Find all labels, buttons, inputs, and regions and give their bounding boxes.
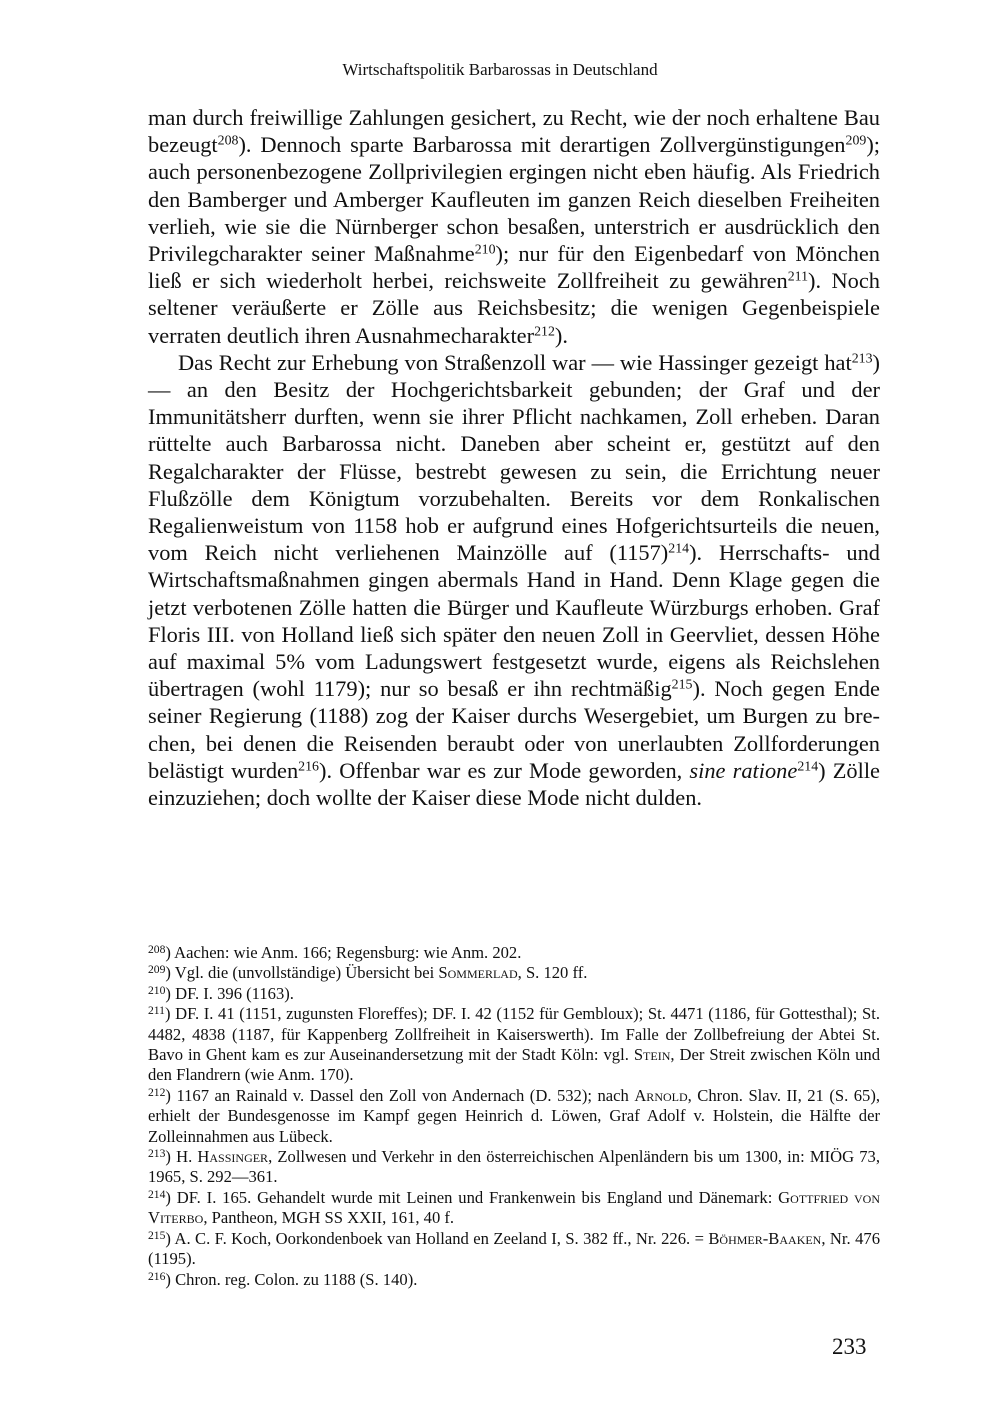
text-run: , Der Streit zwischen Köln und den Flandrern (wie Anm. 170).: [148, 1045, 880, 1085]
author-name: Böhmer-Baaken: [708, 1228, 822, 1248]
footnote: [148, 1270, 880, 1290]
text-run: ) — an den Besitz der Hochgerichtsbarkeit gebunden; der Graf und der Immunitätsherr durften, wenn sie ihrer Pflicht nachkamen, Zoll erheben. Daran rüttelte auch Barbarossa nicht. Daneben aber scheint er, gestützt auf den Regalcharakter der Flüsse, bestrebt gewesen zu sein, die Errichtung neuer Flußzölle dem Königtum vorzubehalten. Bereits vor dem Ronkalischen Regalienweistum von 1158 hob er aufgrund eines Hofgerichtsurteils die neuen, vom Reich nicht verliehenen Mainzölle auf (1157): [148, 349, 880, 566]
footnote: [148, 1188, 880, 1229]
text-run: , Pantheon, MGH SS XXII, 161, 40 f.: [203, 1208, 455, 1228]
paragraph: [148, 349, 880, 811]
footnote: [148, 1147, 880, 1188]
text-run: ); auch personenbezogene Zollprivilegien ergingen nicht eben häufig. Als Friedrich den Bamberger und Amberger Kaufleuten im ganzen Reich dieselben Freiheiten verlieh, wie sie die Nürnberger schon besaßen, unterstrich er ausdrücklich den Privilegcharakter seiner Maßnahme: [148, 132, 880, 267]
text-run: ) DF. I. 165. Gehandelt wurde mit Leinen und Frankenwein bis England und Dänemark:: [165, 1187, 779, 1207]
footnote-ref: 216: [148, 1269, 166, 1283]
footnote: [148, 1086, 880, 1147]
text-run: ) Zölle einzuziehen; doch wollte der Kaiser diese Mode nicht dulden.: [148, 757, 880, 811]
footnote: [148, 984, 880, 1004]
text-run: ) DF. I. 396 (1163).: [165, 983, 294, 1003]
text-run: man durch freiwillige Zahlungen gesichert, zu Recht, wie der noch erhaltene Bau bezeugt: [148, 105, 880, 158]
footnote-ref: 216: [298, 759, 319, 775]
footnotes: [148, 943, 880, 1290]
text-run: ) A. C. F. Koch, Oorkondenboek van Holland en Zeeland I, S. 382 ff., Nr. 226. =: [165, 1228, 709, 1248]
footnote-ref: 215: [671, 677, 693, 693]
text-run: , Chron. Slav. II, 21 (S. 65), erhielt der Bundesgenosse im Kampf gegen Heinrich d. Löwen, Graf Adolf v. Holstein, die Hälfte der Zolleinnahmen aus Lübeck.: [148, 1085, 880, 1146]
footnote-ref: 212: [534, 324, 555, 339]
text-run: ) 1167 an Rainald v. Dassel den Zoll von Andernach (D. 532); nach: [165, 1085, 635, 1105]
text-run: ) DF. I. 41 (1151, zugunsten Floreffes); DF. I. 42 (1152 für Gembloux); St. 4471 (1186, für Gottesthal); St. 4482, 4838 (1187, für Kappenberg Zollfreiheit in Kaiserswerth). Im Falle der Zollbefreiung der Abtei St. Bavo in Ghent kam es zur Auseinandersetzung mit der Stadt Köln: vgl.: [148, 1004, 880, 1065]
running-head: Wirtschaftspolitik Barbarossas in Deutschland: [342, 60, 658, 79]
footnote-ref: 211: [148, 1004, 165, 1017]
author-name: Arnold: [634, 1085, 688, 1105]
footnote-ref: 209: [845, 133, 867, 149]
text-run: , Nr. 476 (1195).: [148, 1228, 880, 1269]
text-run: ). Herrschafts- und Wirtschaftsmaßnahmen gingen abermals Hand in Hand. Denn Klage gegen die jetzt verbotenen Zölle hatten die Bürger und Kaufleute Würzburgs erhoben. Graf Floris III. von Holland ließ sich später den neuen Zoll in Geervliet, dessen Höhe auf maximal 5% vom Ladungswert festgesetzt wurde, eigens als Reichslehen übertragen (wohl 1179); nur so besaß er ihn rechtmäßig: [148, 540, 880, 702]
footnote: [148, 1004, 880, 1086]
footnote-ref: 213: [851, 351, 873, 367]
text-run: ).: [554, 322, 568, 348]
text-run: , S. 120 ff.: [517, 963, 588, 983]
paragraph: [148, 104, 880, 349]
footnote-ref: 208: [217, 133, 239, 149]
text-run: ). Noch seltener veräußerte er Zölle aus Reichsbesitz; die wenigen Gegenbeispiele verraten deutlich ihren Ausnahmecharakter: [148, 268, 880, 348]
footnote-ref: 208: [148, 942, 166, 956]
footnote-ref: 214: [668, 541, 690, 557]
author-name: Stein: [633, 1045, 671, 1065]
footnote-ref: 212: [148, 1085, 166, 1099]
footnote-ref: 213: [148, 1146, 166, 1160]
footnote-ref: 214: [148, 1187, 166, 1201]
text-run: ); nur für den Eigenbedarf von Mönchen ließ er sich wiederholt herbei, reichsweite Zollfreiheit zu gewähren: [148, 241, 880, 294]
text-run: Das Recht zur Erhebung von Straßenzoll war — wie Hassinger gezeigt hat: [178, 349, 852, 375]
text-run: , Zollwesen und Verkehr in den österreichischen Alpenländern bis um 1300, in: MIÖG 73, 1965, S. 292—361.: [148, 1147, 880, 1187]
author-name: Hassinger: [197, 1147, 269, 1167]
footnote-ref: 214: [797, 759, 819, 775]
text-run: ). Noch gegen Ende seiner Regierung (1188) zog der Kaiser durchs Wesergebiet, um Burgen zu brechen, bei denen die Reisenden beraubt oder von unerlaubten Zollforderungen belästigt wurden: [148, 676, 880, 783]
footnote-ref: 210: [474, 242, 496, 258]
footnote-ref: 215: [148, 1228, 166, 1242]
footnote-ref: 211: [787, 269, 809, 285]
footnote-ref: 210: [148, 983, 166, 997]
author-name: Sommerlad: [438, 963, 518, 983]
text-run: ). Offenbar war es zur Mode geworden,: [318, 757, 690, 783]
text-run: ) H.: [165, 1147, 198, 1167]
footnote: [148, 1229, 880, 1270]
footnote: [148, 943, 880, 963]
main-text: [148, 104, 880, 811]
author-name: Gottfried von Viterbo: [148, 1187, 880, 1228]
text-run: ) Vgl. die (unvollständige) Übersicht bei: [165, 963, 439, 983]
page-number: 233: [832, 1334, 867, 1359]
text-run: ) Aachen: wie Anm. 166; Regensburg: wie Anm. 202.: [165, 943, 522, 962]
text-run: ). Dennoch sparte Barbarossa mit derartigen Zollvergünstigungen: [238, 132, 846, 158]
footnote: [148, 963, 880, 983]
footnote-ref: 209: [148, 963, 166, 977]
italic-text: sine ratione: [689, 757, 798, 783]
text-run: ) Chron. reg. Colon. zu 1188 (S. 140).: [165, 1269, 418, 1289]
